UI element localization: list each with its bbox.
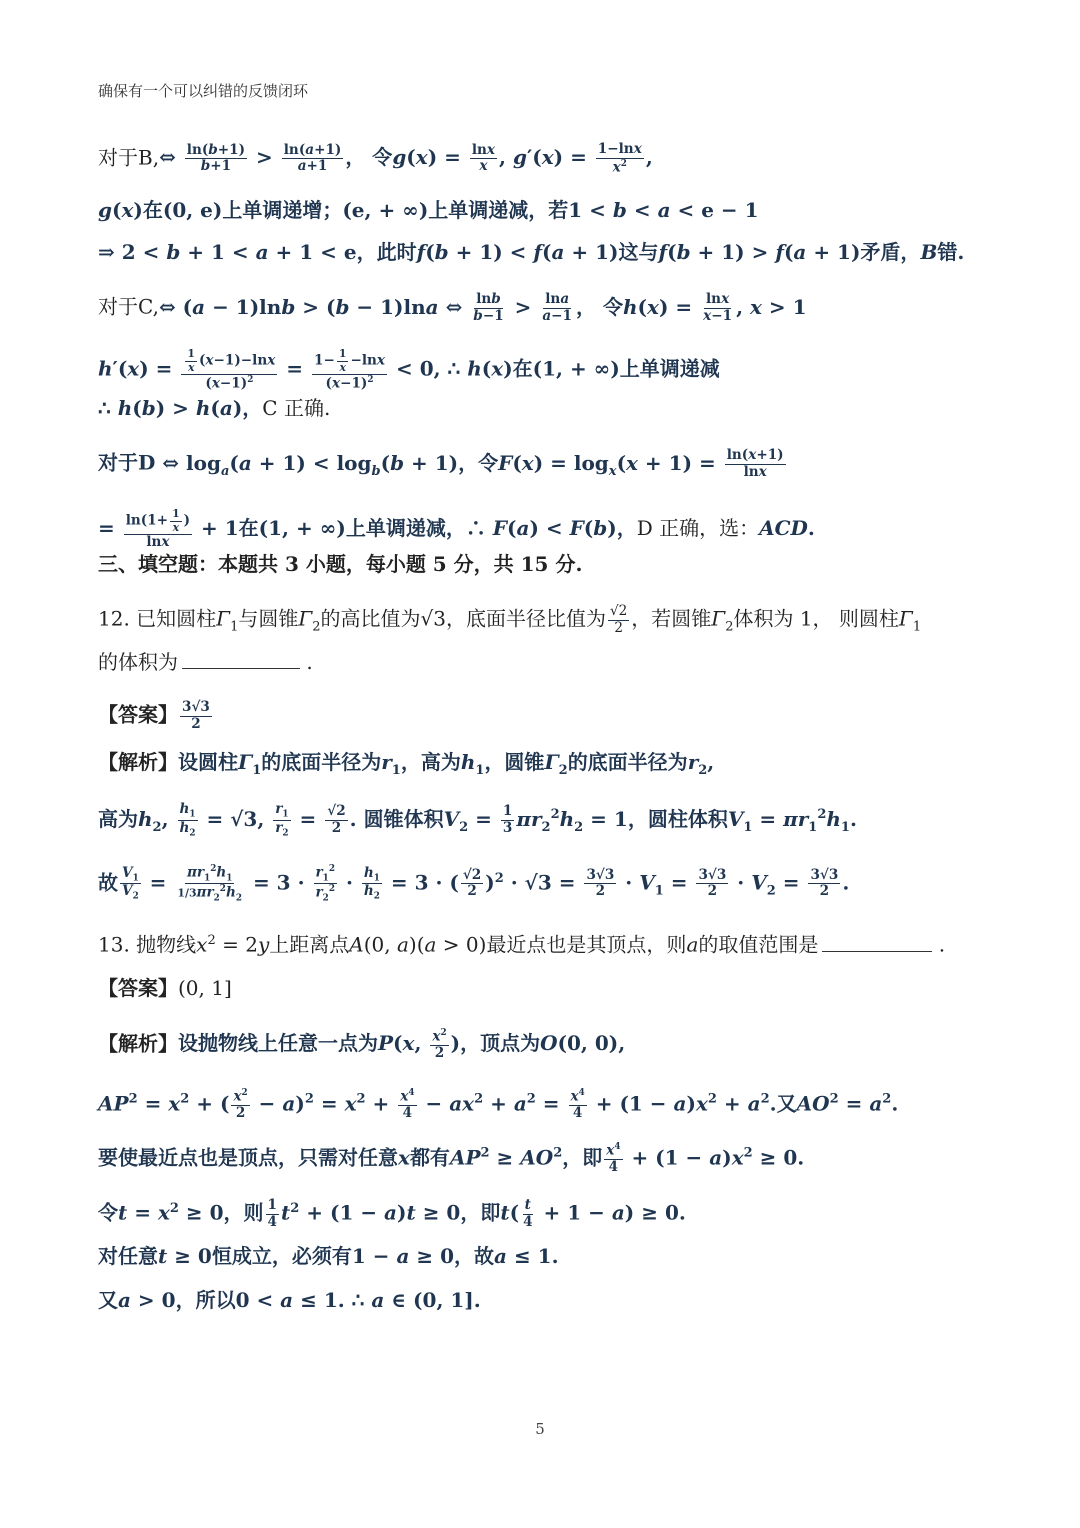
line-c-correct: ∴ h(b) > h(a)，C 正确. <box>98 396 331 420</box>
answer-12: 【答案】 $\frac{3√3}{2}$ <box>98 699 210 732</box>
line-d-condition: 对于D ⇔ $\log_a(a + 1) < \log_b(b + 1)$，令$F(x) = \log_x(x + 1)$ = $\frac{\ln(x+1)}{\ln x}$ <box>98 447 784 480</box>
analysis-13-line-5: 对任意t ≥ 0恒成立，必须有1 − a ≥ 0，故a ≤ 1. <box>98 1244 559 1268</box>
analysis-tag: 【解析】 <box>98 1031 178 1056</box>
analysis-13-line-3: 要使最近点也是顶点，只需对任意x都有$AP^2 \ge AO^2$，即 $\frac{x^4}{4}$ + $(1 - a)x^2 \ge 0$. <box>98 1142 805 1176</box>
answer-blank[interactable] <box>182 667 300 669</box>
analysis-13-line-6: 又a > 0，所以0 < a ≤ 1. ∴ a ∈ (0, 1]. <box>98 1288 481 1312</box>
answer-value: (0, 1] <box>178 976 232 1000</box>
analysis-12-line-2: 高为$h_2$, $\frac{h_1}{h_2}$ = √3, $\frac{r_1}{r_2}$ = $\frac{√2}{2}$ . 圆锥体积$V_2$ = $\frac{1}{3}$ $\pi r_2^2h_2 = 1$，圆柱体积$V_1 = \pi r_1^2h_1$. <box>98 801 857 839</box>
answer-blank[interactable] <box>822 950 932 952</box>
line-h-derivative: h′(x) = $\frac{1}{x}$ (x−1)−lnx $(x-1)^2$ = 1− $\frac{1}{x}$ −lnx $(x-1)^2$ < 0, ∴ h(x)在(1, + ∞)上单调递减 <box>98 347 720 392</box>
question-13: 13. 抛物线$x^2 = 2y$上距离点A(0, a)(a > 0)最近点也是其顶点，则a的取值范围是 . <box>98 932 946 957</box>
question-12-cont: 的体积为 . <box>98 650 313 674</box>
line-prefix: 对于B, <box>98 145 160 170</box>
line-b-condition: 对于B,⇔ $\frac{\ln(b+1)}{b+1}$ > $\frac{\ln(a+1)}{a+1}$ ， 令g(x) = $\frac{\ln x}{x}$ , g′(x) = $\frac{1-\ln x}{x^2}$ , <box>98 141 653 176</box>
answer-tag: 【答案】 <box>98 702 178 727</box>
answer-tag: 【答案】 <box>98 976 178 1000</box>
analysis-13-line-1: 【解析】设抛物线上任意一点为P(x, $\frac{x^2}{2}$ )，顶点为O(0, 0), <box>98 1028 626 1062</box>
answer-13 <box>98 978 232 998</box>
line-d-correct: = ln(1+ $\frac{1}{x}$ ) lnx + 1在(1, + ∞)上单调递减，∴ F(a) < F(b)，D 正确，选：ACD. <box>98 507 815 550</box>
analysis-13-line-2: $AP^2 = x^2$ + ( $\frac{x^2}{2}$ − $a)^2 = x^2$ + $\frac{x^4}{4}$ − $ax^2 + a^2$ = $\frac{x^4}{4}$ + $(1 - a)x^2 + a^2$.又$AO^2 = a^2$. <box>98 1088 899 1122</box>
line-monotonic-g: g(x)在(0, e)上单调递增；(e, + ∞)上单调递减，若1 < b < a < e − 1 <box>98 198 759 222</box>
analysis-13-line-4: 令$t = x^2 \ge 0$，则 $\frac{1}{4}$ $t^2 + (1 - a)t \ge 0$，即t( $\frac{t}{4}$ + 1 − a) ≥ 0. <box>98 1197 686 1230</box>
question-12-text: 的体积为 <box>98 650 178 674</box>
line-c-condition: 对于C,⇔ (a − 1)lnb > (b − 1)lna ⇔ $\frac{\ln b}{b-1}$ > $\frac{\ln a}{a-1}$ ， 令h(x) = $\frac{\ln x}{x-1}$ , x > 1 <box>98 291 807 324</box>
analysis-12-line-1: 【解析】设圆柱$\Gamma_1$的底面半径为$r_1$，高为$h_1$，圆锥$\Gamma_2$的底面半径为$r_2$, <box>98 750 715 778</box>
section-heading: 三、填空题：本题共 3 小题，每小题 5 分，共 15 分. <box>98 552 583 576</box>
question-12: 12. 已知圆柱$\Gamma_1$与圆锥$\Gamma_2$的高比值为√3，底面半径比值为 $\frac{√2}{2}$ ，若圆锥$\Gamma_2$体积为 1， 则圆柱$\Gamma_1$ <box>98 603 922 636</box>
line-prefix: 对于C, <box>98 294 159 319</box>
analysis-tag: 【解析】 <box>98 750 178 774</box>
line-prefix: 对于D <box>98 450 156 475</box>
page-header: 确保有一个可以纠错的反馈闭环 <box>98 82 309 100</box>
page-number: 5 <box>535 1420 545 1438</box>
line-contradiction: ⇒ 2 < b + 1 < a + 1 < e，此时f(b + 1) < f(a + 1)这与f(b + 1) > f(a + 1)矛盾，B错. <box>98 240 965 264</box>
analysis-12-line-3: 故 $\frac{V_1}{V_2}$ = $\frac{\pi r_1^2h_1}{1/3\pi r_2^2h_2}$ = 3 · $\frac{r_1^2}{r_2^2}$ · $\frac{h_1}{h_2}$ = 3 · ( $\frac{√2}{2}$ )$^2$ · √3 = $\frac{3√3}{2}$ · $V_1$ = $\frac{3√3}{2}$ · $V_2$ = $\frac{3√3}{2}$ . <box>98 864 850 904</box>
